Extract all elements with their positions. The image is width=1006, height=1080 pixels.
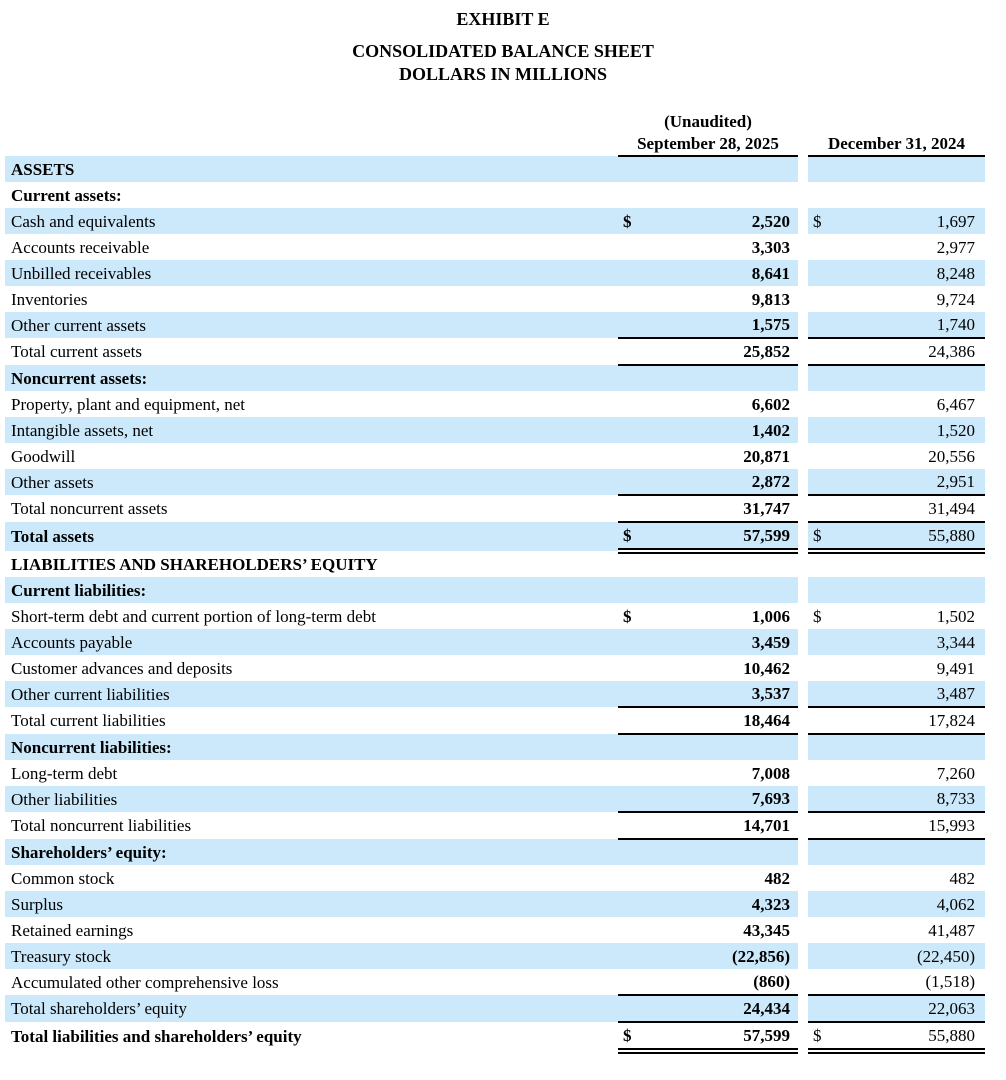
dollar-sign-col2 — [808, 943, 834, 969]
value-col2: 22,063 — [834, 995, 985, 1022]
table-row — [5, 1022, 985, 1051]
column-gap — [798, 917, 808, 943]
column-gap — [798, 891, 808, 917]
value-col1: 7,693 — [644, 786, 798, 812]
dollar-sign-col1 — [618, 707, 644, 734]
column-gap — [798, 365, 808, 391]
value-col2 — [834, 365, 985, 391]
table-row — [5, 443, 985, 469]
column-gap — [798, 110, 808, 133]
dollar-sign-col2 — [808, 786, 834, 812]
dollar-sign-col2 — [808, 891, 834, 917]
row-label: Total noncurrent assets — [11, 499, 168, 518]
col1-header-date: September 28, 2025 — [618, 133, 798, 156]
col2-header-spacer — [808, 110, 985, 133]
value-col2: 41,487 — [928, 920, 976, 940]
value-col2: (1,518) — [834, 969, 985, 995]
column-gap — [798, 495, 808, 522]
dollar-sign-col2 — [808, 551, 834, 577]
table-row — [5, 707, 985, 734]
dollar-sign-col2 — [808, 417, 834, 443]
table-row — [5, 338, 985, 365]
value-col1: 25,852 — [644, 338, 798, 365]
table-row — [5, 312, 985, 338]
dollar-sign-col2 — [808, 707, 834, 734]
row-label: Common stock — [11, 868, 115, 888]
value-col1 — [644, 365, 798, 391]
page-title: CONSOLIDATED BALANCE SHEET — [352, 41, 654, 61]
column-gap — [798, 133, 808, 156]
column-gap — [798, 469, 808, 495]
dollar-sign-col1 — [618, 443, 644, 469]
row-label: Total assets — [5, 522, 618, 551]
table-row — [5, 260, 985, 286]
row-label: Current assets: — [11, 185, 122, 205]
dollar-sign-col1 — [618, 943, 644, 969]
value-col2: 3,487 — [834, 681, 985, 707]
value-col2: 15,993 — [834, 812, 985, 839]
row-label: Other assets — [5, 469, 618, 495]
value-col1: 1,402 — [644, 417, 798, 443]
col1-header-note: (Unaudited) — [664, 111, 752, 131]
row-label: Accounts payable — [5, 629, 618, 655]
column-gap — [798, 522, 808, 551]
dollar-sign-col1: $ — [623, 606, 632, 626]
value-col1: 3,459 — [644, 629, 798, 655]
row-label: Total liabilities and shareholders’ equity — [11, 1027, 302, 1046]
dollar-sign-col2 — [808, 286, 834, 312]
row-label: Short-term debt and current portion of long-term debt — [11, 606, 376, 626]
value-col1: 482 — [764, 868, 791, 888]
dollar-sign-col1 — [618, 495, 644, 522]
column-gap — [798, 234, 808, 260]
dollar-sign-col1 — [618, 760, 644, 786]
dollar-sign-col1 — [618, 286, 644, 312]
column-gap — [798, 417, 808, 443]
value-col2: 8,733 — [834, 786, 985, 812]
dollar-sign-col1 — [618, 812, 644, 839]
column-gap — [798, 865, 808, 891]
row-label: Shareholders’ equity: — [5, 839, 618, 865]
table-row — [5, 839, 985, 865]
value-col2: 4,062 — [834, 891, 985, 917]
table-row — [5, 681, 985, 707]
value-col2 — [834, 839, 985, 865]
value-col1: 9,813 — [751, 289, 791, 309]
value-col2: 1,502 — [936, 606, 976, 626]
table-row — [5, 234, 985, 260]
row-label: Total current liabilities — [11, 711, 166, 730]
table-row — [5, 391, 985, 417]
row-label: Total noncurrent liabilities — [11, 816, 192, 835]
value-col2: 1,697 — [834, 208, 985, 234]
column-gap — [798, 286, 808, 312]
dollar-sign-col2 — [808, 338, 834, 365]
dollar-sign-col1 — [618, 891, 644, 917]
value-col2 — [834, 156, 985, 182]
column-gap — [798, 208, 808, 234]
dollar-sign-col1 — [618, 338, 644, 365]
col2-header-date: December 31, 2024 — [808, 133, 985, 156]
table-row — [5, 969, 985, 995]
table-row — [5, 417, 985, 443]
row-label: Unbilled receivables — [5, 260, 618, 286]
value-col2: 6,467 — [936, 394, 976, 414]
dollar-sign-col1 — [618, 995, 644, 1022]
column-gap — [798, 786, 808, 812]
table-row — [5, 891, 985, 917]
dollar-sign-col1: $ — [618, 208, 644, 234]
header-row-dates — [5, 133, 985, 156]
dollar-sign-col1: $ — [618, 522, 644, 551]
column-gap — [798, 156, 808, 182]
dollar-sign-col1 — [618, 734, 644, 760]
value-col1: 57,599 — [644, 1022, 798, 1051]
table-row — [5, 629, 985, 655]
value-col2 — [834, 734, 985, 760]
value-col2 — [834, 182, 985, 208]
row-label: Other current liabilities — [5, 681, 618, 707]
value-col1: 1,006 — [751, 606, 791, 626]
value-col1: 31,747 — [644, 495, 798, 522]
dollar-sign-col2 — [808, 495, 834, 522]
row-label: Other liabilities — [5, 786, 618, 812]
dollar-sign-col1 — [618, 865, 644, 891]
value-col1: 18,464 — [644, 707, 798, 734]
table-row — [5, 551, 985, 577]
column-gap — [798, 943, 808, 969]
row-label: Current liabilities: — [5, 577, 618, 603]
row-label: Long-term debt — [11, 763, 118, 783]
column-gap — [798, 839, 808, 865]
table-row — [5, 734, 985, 760]
dollar-sign-col1 — [618, 681, 644, 707]
header-spacer — [5, 110, 618, 133]
row-label: Total shareholders’ equity — [5, 995, 618, 1022]
column-gap — [798, 812, 808, 839]
dollar-sign-col1 — [618, 655, 644, 681]
header-spacer — [5, 133, 618, 156]
table-row — [5, 655, 985, 681]
dollar-sign-col1 — [618, 260, 644, 286]
column-gap — [798, 260, 808, 286]
dollar-sign-col2 — [808, 734, 834, 760]
column-gap — [798, 551, 808, 577]
dollar-sign-col2 — [808, 182, 834, 208]
dollar-sign-col2 — [808, 629, 834, 655]
dollar-sign-col2 — [808, 655, 834, 681]
column-gap — [798, 707, 808, 734]
value-col2: 2,977 — [936, 237, 976, 257]
table-row — [5, 156, 985, 182]
value-col2: 17,824 — [834, 707, 985, 734]
value-col2: 7,260 — [936, 763, 976, 783]
value-col2: 31,494 — [834, 495, 985, 522]
exhibit-title: EXHIBIT E — [456, 9, 550, 29]
dollar-sign-col2 — [808, 391, 834, 417]
dollar-sign-col1 — [618, 969, 644, 995]
value-col1: 7,008 — [751, 763, 791, 783]
row-label: Other current assets — [5, 312, 618, 338]
value-col1: 4,323 — [644, 891, 798, 917]
value-col1: 2,520 — [644, 208, 798, 234]
value-col1: (860) — [644, 969, 798, 995]
value-col2: 2,951 — [834, 469, 985, 495]
row-label: Inventories — [11, 289, 88, 309]
dollar-sign-col2 — [808, 969, 834, 995]
dollar-sign-col1 — [618, 786, 644, 812]
header-row-unaudited — [5, 110, 985, 133]
dollar-sign-col1 — [618, 577, 644, 603]
column-gap — [798, 995, 808, 1022]
row-label: Surplus — [5, 891, 618, 917]
dollar-sign-col1 — [618, 234, 644, 260]
row-label: Total current assets — [11, 342, 142, 361]
dollar-sign-col2 — [808, 681, 834, 707]
table-header — [5, 110, 985, 156]
table-row — [5, 365, 985, 391]
dollar-sign-col1 — [618, 469, 644, 495]
column-gap — [798, 338, 808, 365]
row-label: LIABILITIES AND SHAREHOLDERS’ EQUITY — [11, 554, 378, 574]
dollar-sign-col2 — [808, 995, 834, 1022]
dollar-sign-col1 — [618, 156, 644, 182]
column-gap — [798, 312, 808, 338]
value-col1 — [644, 577, 798, 603]
dollar-sign-col1 — [618, 182, 644, 208]
dollar-sign-col2 — [808, 156, 834, 182]
value-col1: (22,856) — [644, 943, 798, 969]
value-col1: 3,303 — [751, 237, 791, 257]
row-label: Accounts receivable — [11, 237, 150, 257]
dollar-sign-col2 — [808, 760, 834, 786]
column-gap — [798, 577, 808, 603]
table-row — [5, 182, 985, 208]
table-row — [5, 495, 985, 522]
page-subtitle: DOLLARS IN MILLIONS — [398, 64, 608, 84]
column-gap — [798, 1022, 808, 1051]
row-label: Intangible assets, net — [5, 417, 618, 443]
value-col2: 20,556 — [928, 446, 976, 466]
value-col1: 2,872 — [644, 469, 798, 495]
dollar-sign-col1 — [618, 312, 644, 338]
table-row — [5, 577, 985, 603]
value-col2: 1,740 — [834, 312, 985, 338]
column-gap — [798, 760, 808, 786]
value-col2: 9,491 — [936, 658, 976, 678]
table-row — [5, 286, 985, 312]
row-label: Retained earnings — [11, 920, 134, 940]
table-row — [5, 995, 985, 1022]
dollar-sign-col2 — [808, 812, 834, 839]
table-row — [5, 812, 985, 839]
column-gap — [798, 391, 808, 417]
row-label: Accumulated other comprehensive loss — [11, 972, 279, 992]
table-row — [5, 865, 985, 891]
value-col1 — [644, 182, 798, 208]
value-col1: 8,641 — [644, 260, 798, 286]
column-gap — [798, 681, 808, 707]
table-row — [5, 522, 985, 551]
column-gap — [798, 655, 808, 681]
row-label: Noncurrent liabilities: — [5, 734, 618, 760]
dollar-sign-col2: $ — [808, 208, 834, 234]
dollar-sign-col2 — [808, 234, 834, 260]
value-col2 — [834, 551, 985, 577]
value-col2: 55,880 — [834, 1022, 985, 1051]
dollar-sign-col1 — [618, 365, 644, 391]
dollar-sign-col1 — [618, 391, 644, 417]
dollar-sign-col2 — [808, 917, 834, 943]
dollar-sign-col1 — [618, 629, 644, 655]
dollar-sign-col2 — [808, 577, 834, 603]
value-col1: 3,537 — [644, 681, 798, 707]
dollar-sign-col1: $ — [618, 1022, 644, 1051]
column-gap — [798, 969, 808, 995]
value-col2: 3,344 — [834, 629, 985, 655]
row-label: Cash and equivalents — [5, 208, 618, 234]
value-col1: 24,434 — [644, 995, 798, 1022]
value-col2 — [834, 577, 985, 603]
table-row — [5, 469, 985, 495]
table-row — [5, 603, 985, 629]
value-col1: 10,462 — [743, 658, 791, 678]
value-col2: 482 — [949, 868, 976, 888]
value-col2: 55,880 — [834, 522, 985, 551]
table-row — [5, 786, 985, 812]
row-label: Customer advances and deposits — [11, 658, 233, 678]
dollar-sign-col2 — [808, 260, 834, 286]
value-col1: 14,701 — [644, 812, 798, 839]
dollar-sign-col1 — [618, 839, 644, 865]
dollar-sign-col2 — [808, 443, 834, 469]
dollar-sign-col2: $ — [813, 606, 822, 626]
dollar-sign-col2: $ — [808, 1022, 834, 1051]
dollar-sign-col2 — [808, 312, 834, 338]
column-gap — [798, 603, 808, 629]
value-col2: 9,724 — [936, 289, 976, 309]
dollar-sign-col2 — [808, 839, 834, 865]
value-col1 — [644, 734, 798, 760]
table-row — [5, 208, 985, 234]
row-label: Noncurrent assets: — [5, 365, 618, 391]
value-col1 — [644, 839, 798, 865]
row-label: Treasury stock — [5, 943, 618, 969]
dollar-sign-col1 — [618, 417, 644, 443]
value-col1: 6,602 — [751, 394, 791, 414]
dollar-sign-col2 — [808, 469, 834, 495]
value-col2: 24,386 — [834, 338, 985, 365]
dollar-sign-col2: $ — [808, 522, 834, 551]
dollar-sign-col1 — [618, 917, 644, 943]
value-col1 — [644, 156, 798, 182]
value-col2: 1,520 — [834, 417, 985, 443]
dollar-sign-col2 — [808, 365, 834, 391]
table-row — [5, 760, 985, 786]
row-label: Property, plant and equipment, net — [11, 394, 246, 414]
value-col1: 43,345 — [743, 920, 791, 940]
value-col2: 8,248 — [834, 260, 985, 286]
column-gap — [798, 734, 808, 760]
value-col2: (22,450) — [834, 943, 985, 969]
table-row — [5, 917, 985, 943]
balance-sheet-table — [5, 110, 985, 1054]
column-gap — [798, 182, 808, 208]
value-col1: 57,599 — [644, 522, 798, 551]
row-label: ASSETS — [5, 156, 618, 182]
table-row — [5, 943, 985, 969]
value-col1: 20,871 — [743, 446, 791, 466]
row-label: Goodwill — [11, 446, 76, 466]
dollar-sign-col1 — [618, 551, 644, 577]
table-body — [5, 156, 985, 1051]
value-col1 — [644, 551, 798, 577]
value-col1: 1,575 — [644, 312, 798, 338]
column-gap — [798, 629, 808, 655]
dollar-sign-col2 — [808, 865, 834, 891]
column-gap — [798, 443, 808, 469]
